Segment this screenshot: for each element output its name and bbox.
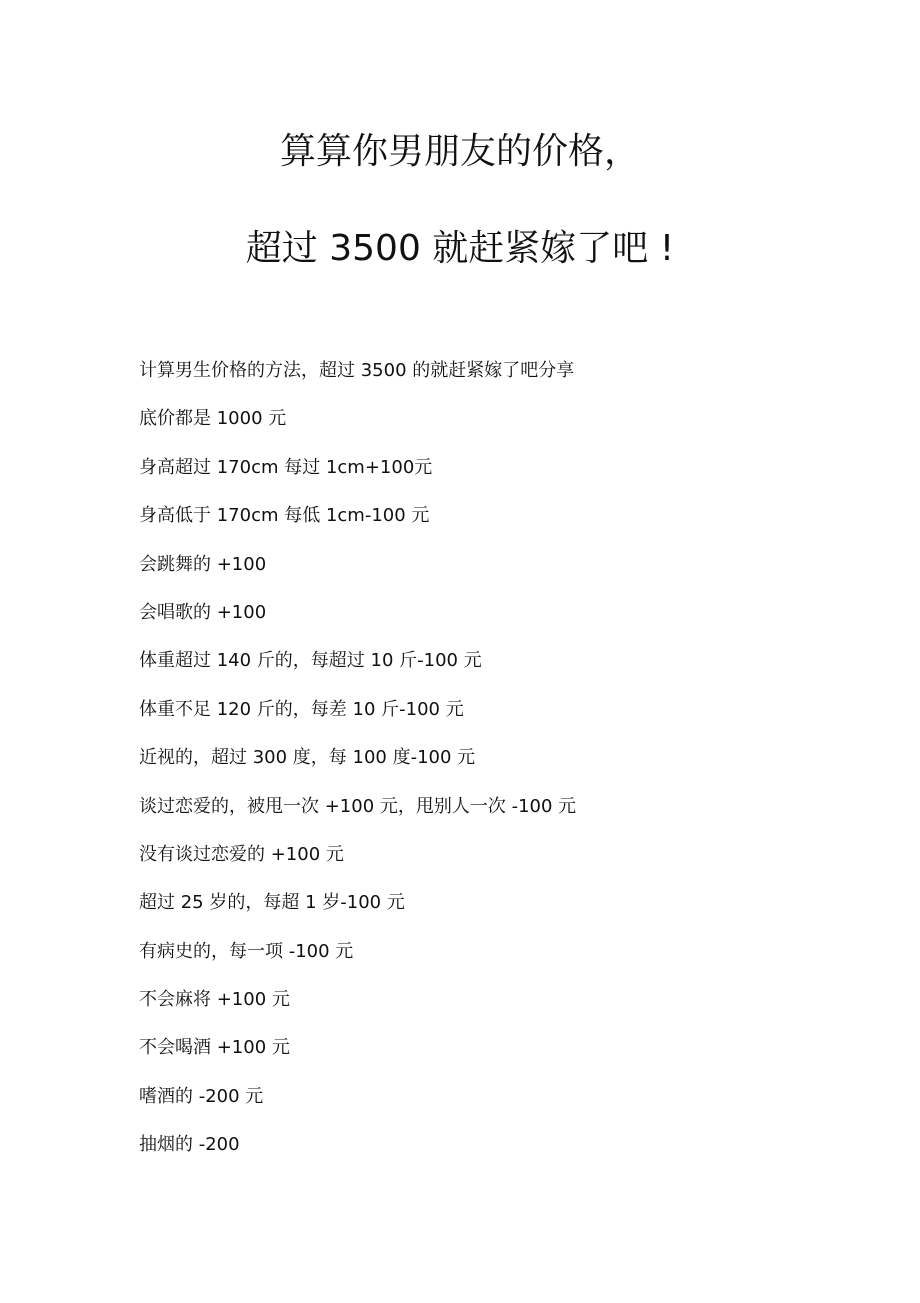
rule-no-mahjong: 不会麻将 +100 元 — [139, 989, 290, 1011]
rule-dancing: 会跳舞的 +100 — [139, 553, 267, 575]
rule-height-under: 身高低于 170cm 每低 1cm-100 元 — [139, 505, 430, 527]
rule-age: 超过 25 岁的，每超 1 岁-100 元 — [139, 892, 405, 914]
rule-base-price: 底价都是 1000 元 — [139, 408, 287, 430]
document-title-line-2: 超过 3500 就赶紧嫁了吧 ! — [245, 228, 675, 269]
rule-weight-over: 体重超过 140 斤的，每超过 10 斤-100 元 — [139, 650, 482, 672]
rule-weight-under: 体重不足 120 斤的，每差 10 斤-100 元 — [139, 698, 464, 720]
rule-singing: 会唱歌的 +100 — [139, 601, 267, 623]
rule-smoking: 抽烟的 -200 — [139, 1134, 240, 1156]
rule-medical-history: 有病史的，每一项 -100 元 — [139, 940, 354, 962]
rule-heavy-drinking: 嗜酒的 -200 元 — [139, 1085, 264, 1107]
rule-intro: 计算男生价格的方法，超过 3500 的就赶紧嫁了吧分享 — [139, 360, 575, 381]
rule-height-over: 身高超过 170cm 每过 1cm+100元 — [139, 456, 433, 478]
document-title-line-1: 算算你男朋友的价格， — [279, 131, 640, 172]
rule-no-drinking: 不会喝酒 +100 元 — [139, 1037, 290, 1059]
pricing-rules-list — [139, 357, 576, 1180]
rule-no-relationships: 没有谈过恋爱的 +100 元 — [139, 843, 344, 865]
rule-past-relationships: 谈过恋爱的，被甩一次 +100 元，甩别人一次 -100 元 — [139, 795, 577, 817]
rule-myopia: 近视的，超过 300 度，每 100 度-100 元 — [139, 747, 476, 769]
